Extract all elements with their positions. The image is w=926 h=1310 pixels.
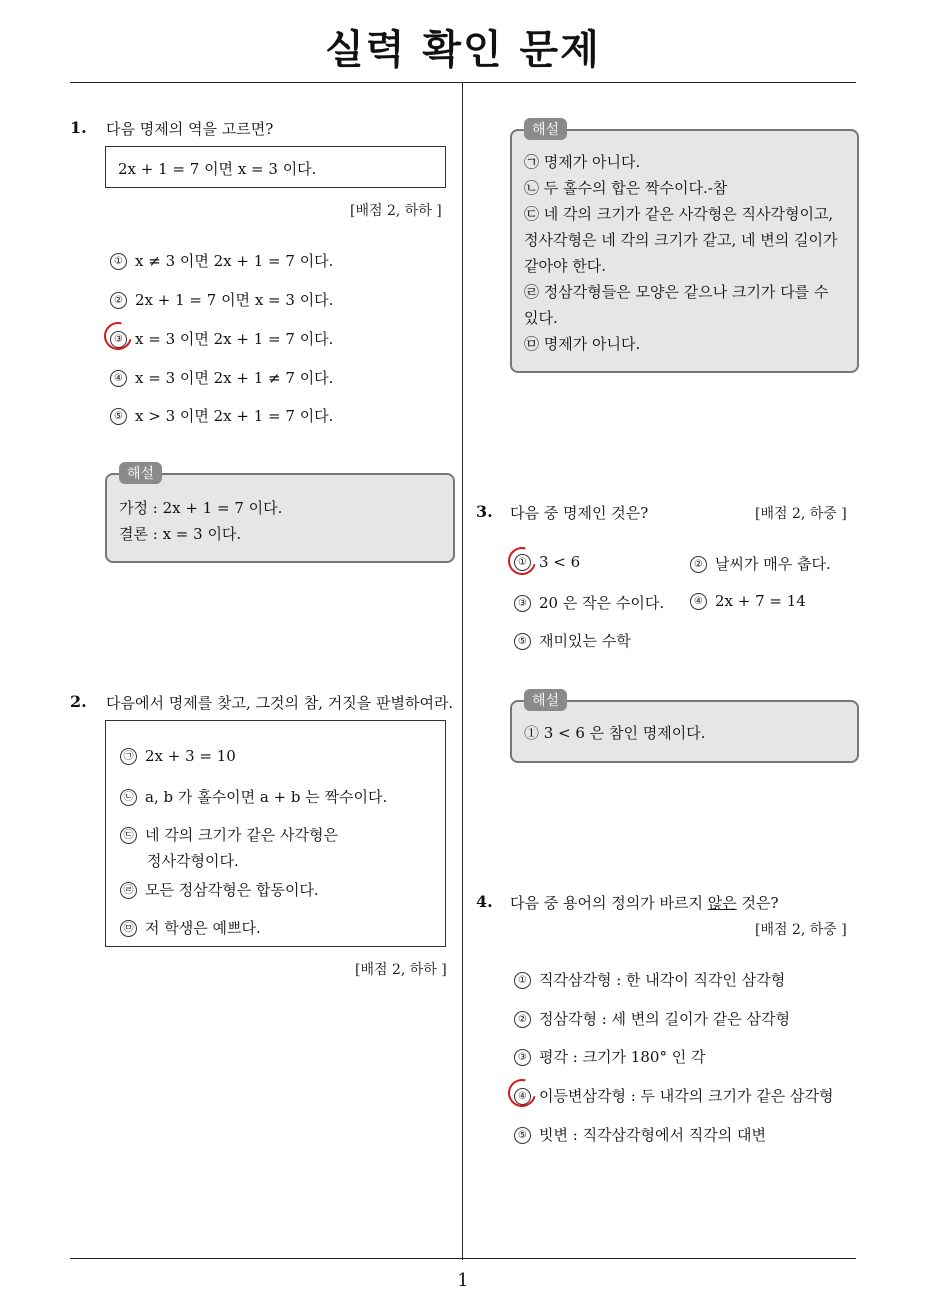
q1-choice-5[interactable] xyxy=(110,405,333,426)
choice-number-icon: ⑤ xyxy=(514,633,531,650)
q1-choice-1[interactable] xyxy=(110,250,333,271)
choice-number-icon: ③ xyxy=(110,331,127,348)
choice-number-icon: ④ xyxy=(690,593,707,610)
q2-item-2 xyxy=(120,786,387,807)
question-2-statements-box xyxy=(105,720,446,947)
solution-line: 같아야 한다. xyxy=(524,257,606,275)
solution-line: 가정 : 2x + 1 = 7 이다. xyxy=(119,499,283,517)
solution-tag: 해설 xyxy=(524,118,567,140)
answer-check-mark-icon xyxy=(503,1074,541,1112)
choice-number-icon: ⑤ xyxy=(514,1127,531,1144)
choice-text: 20 은 작은 수이다. xyxy=(539,594,665,612)
question-1-solution xyxy=(105,473,455,563)
item-text: 저 학생은 예쁘다. xyxy=(145,919,261,937)
page-title: 실력 확인 문제 xyxy=(325,27,601,73)
item-marker-icon: ㉡ xyxy=(120,789,137,806)
question-1-number: 1. xyxy=(70,118,87,137)
solution-line: ㉣ 정삼각형들은 모양은 같으나 크기가 다를 수 xyxy=(524,283,829,301)
q1-choice-4[interactable] xyxy=(110,367,333,388)
answer-check-mark-icon xyxy=(99,317,137,355)
solution-line: ㉡ 두 홀수의 합은 짝수이다.-참 xyxy=(524,179,728,197)
solution-line: ㉢ 네 각의 크기가 같은 사각형은 직사각형이고, xyxy=(524,205,834,223)
q4-choice-3[interactable] xyxy=(514,1046,705,1067)
choice-number-icon: ④ xyxy=(110,370,127,387)
item-marker-icon: ㉢ xyxy=(120,827,137,844)
column-divider xyxy=(462,82,463,1260)
solution-line: 있다. xyxy=(524,309,558,327)
choice-number-icon: ① xyxy=(110,253,127,270)
q2-item-1 xyxy=(120,747,236,766)
q4-choice-2[interactable] xyxy=(514,1008,790,1029)
choice-text: 정삼각형 : 세 변의 길이가 같은 삼각형 xyxy=(539,1010,791,1028)
choice-text: 이등변삼각형 : 두 내각의 크기가 같은 삼각형 xyxy=(539,1087,834,1105)
item-marker-icon: ㉤ xyxy=(120,920,137,937)
question-3-text: 다음 중 명제인 것은? xyxy=(510,504,649,522)
solution-line: 결론 : x = 3 이다. xyxy=(119,525,242,543)
question-2-score: [배점 2, 하하 ] xyxy=(355,962,447,978)
question-3-score: [배점 2, 하중 ] xyxy=(755,506,847,522)
solution-line: ㉠ 명제가 아니다. xyxy=(524,153,641,171)
item-text: 모든 정삼각형은 합동이다. xyxy=(145,881,319,899)
choice-number-icon: ③ xyxy=(514,595,531,612)
choice-text: 재미있는 수학 xyxy=(539,632,631,650)
question-1-statement-box xyxy=(105,146,446,188)
solution-tag: 해설 xyxy=(524,689,567,711)
choice-number-icon: ① xyxy=(514,554,531,571)
item-text: 2x + 3 = 10 xyxy=(145,747,236,765)
choice-number-icon: ④ xyxy=(514,1088,531,1105)
solution-line: 정사각형은 네 각의 크기가 같고, 네 변의 길이가 xyxy=(524,231,838,249)
question-4-text-part: 다음 중 용어의 정의가 바르지 xyxy=(510,894,708,912)
bottom-rule xyxy=(70,1258,856,1259)
solution-line: ① 3 < 6 은 참인 명제이다. xyxy=(524,724,706,742)
question-4-number: 4. xyxy=(476,892,493,911)
question-1-text: 다음 명제의 역을 고르면? xyxy=(106,120,274,138)
q1-choice-2[interactable] xyxy=(110,289,333,310)
q2-item-4 xyxy=(120,879,319,900)
q3-choice-5[interactable] xyxy=(514,630,631,651)
choice-text: 직각삼각형 : 한 내각이 직각인 삼각형 xyxy=(539,971,786,989)
item-marker-icon: ㉣ xyxy=(120,882,137,899)
choice-text: 빗변 : 직각삼각형에서 직각의 대변 xyxy=(539,1126,766,1144)
top-rule xyxy=(70,82,856,83)
choice-text: 2x + 1 = 7 이면 x = 3 이다. xyxy=(135,291,334,309)
question-4-text-underlined: 않은 xyxy=(707,894,737,912)
solution-tag: 해설 xyxy=(119,462,162,484)
question-2-solution xyxy=(510,129,859,373)
solution-line: ㉤ 명제가 아니다. xyxy=(524,335,641,353)
question-1-statement: 2x + 1 = 7 이면 x = 3 이다. xyxy=(118,160,317,178)
choice-text: 날씨가 매우 춥다. xyxy=(715,555,831,573)
choice-number-icon: ② xyxy=(690,556,707,573)
q2-item-3-continued: 정사각형이다. xyxy=(147,852,239,870)
answer-check-mark-icon xyxy=(503,542,541,580)
q3-choice-2[interactable] xyxy=(690,553,831,574)
q1-choice-3[interactable] xyxy=(110,328,333,349)
question-4-text xyxy=(510,892,779,913)
item-text: 네 각의 크기가 같은 사각형은 xyxy=(145,826,338,844)
choice-text: x = 3 이면 2x + 1 = 7 이다. xyxy=(135,330,334,348)
choice-text: 2x + 7 = 14 xyxy=(715,592,806,610)
choice-text: x ≠ 3 이면 2x + 1 = 7 이다. xyxy=(135,252,334,270)
choice-number-icon: ② xyxy=(110,292,127,309)
question-2-text: 다음에서 명제를 찾고, 그것의 참, 거짓을 판별하여라. xyxy=(106,694,454,712)
q3-choice-4[interactable] xyxy=(690,592,806,611)
question-3-number: 3. xyxy=(476,502,493,521)
q4-choice-1[interactable] xyxy=(514,969,785,990)
page-number: 1 xyxy=(457,1270,469,1291)
q4-choice-5[interactable] xyxy=(514,1124,766,1145)
item-marker-icon: ㉠ xyxy=(120,748,137,765)
choice-text: 평각 : 크기가 180° 인 각 xyxy=(539,1048,706,1066)
question-2-number: 2. xyxy=(70,692,87,711)
choice-text: 3 < 6 xyxy=(539,553,581,571)
q2-item-5 xyxy=(120,917,261,938)
item-text: a, b 가 홀수이면 a + b 는 짝수이다. xyxy=(145,788,388,806)
choice-number-icon: ② xyxy=(514,1011,531,1028)
q4-choice-4[interactable] xyxy=(514,1085,833,1106)
question-4-score: [배점 2, 하중 ] xyxy=(755,922,847,938)
q3-choice-3[interactable] xyxy=(514,592,664,613)
choice-number-icon: ③ xyxy=(514,1049,531,1066)
question-4-text-part: 것은? xyxy=(736,894,779,912)
choice-text: x > 3 이면 2x + 1 = 7 이다. xyxy=(135,407,334,425)
q2-item-3 xyxy=(120,824,338,845)
question-1-score: [배점 2, 하하 ] xyxy=(350,203,442,219)
choice-text: x = 3 이면 2x + 1 ≠ 7 이다. xyxy=(135,369,334,387)
choice-number-icon: ⑤ xyxy=(110,408,127,425)
choice-number-icon: ① xyxy=(514,972,531,989)
